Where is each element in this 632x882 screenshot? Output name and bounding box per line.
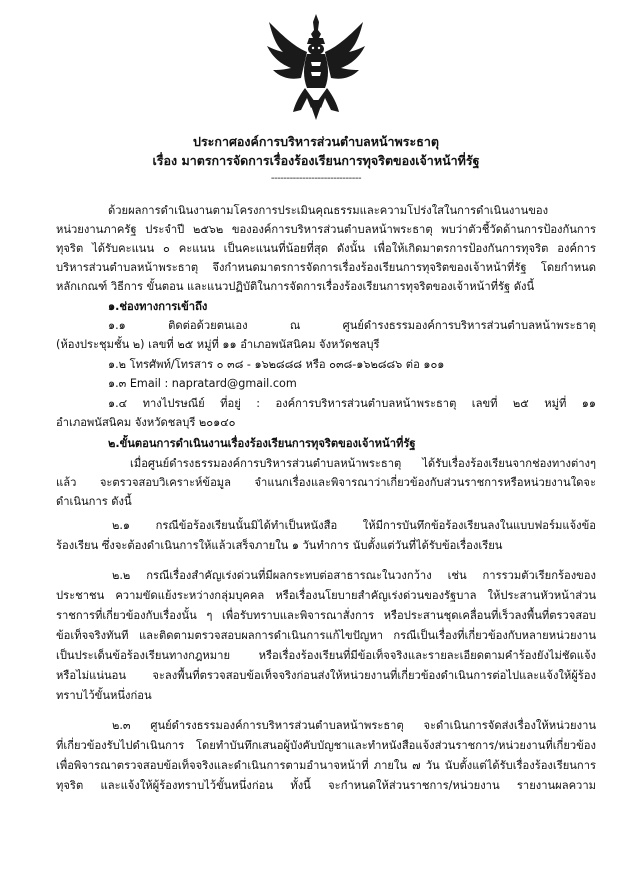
section-heading: ๑.ช่องทางการเข้าถึง (108, 300, 208, 313)
section-item: ข้อเท็จจริงทันที และติดตามตรวจสอบผลการดำเนินการแก้ไขปัญหา กรณีเป็นเรื่องที่เกี่ยวข้องกับหลายหน่วยงาน (56, 629, 596, 642)
section-heading: ๒.ขั้นตอนการดำเนินงานเรื่องร้องเรียนการทุจริตของเจ้าหน้าที่รัฐ (108, 437, 416, 450)
section-item: แล้ว จะตรวจสอบวิเคราะห์ข้อมูล จำแนกเรื่องและพิจารณาว่าเกี่ยวข้องกับส่วนราชการหรือหน่วยงานใดจะ (56, 476, 596, 489)
section-item: ที่เกี่ยวข้องรับไปดำเนินการ โดยทำบันทึกเสนอผู้บังคับบัญชาและทำหนังสือแจ้งส่วนราชการ/หน่วยงานที่เกี่ยวข้อง (56, 739, 596, 752)
section-item: ๑.๒ โทรศัพท์/โทรสาร ๐ ๓๘ - ๑๖๒๘๘๘ หรือ ๐๓๘-๑๖๒๘๘๖ ต่อ ๑๐๑ (108, 358, 445, 371)
section-item: (ห้องประชุมชั้น ๒) เลขที่ ๒๕ หมู่ที่ ๑๑ อำเภอพนัสนิคม จังหวัดชลบุรี (56, 338, 380, 351)
section-item: ทุจริต และแจ้งให้ผู้ร้องทราบไว้ขั้นหนึ่งก่อน ทั้งนี้ จะกำหนดให้ส่วนราชการ/หน่วยงาน รายงานผลความ (56, 779, 596, 792)
intro-line: ทุจริต ได้รับคะแนน ๐ คะแนน เป็นคะแนนที่น้อยที่สุด ดังนั้น เพื่อให้เกิดมาตรการป้องกันการทุจริต องค์การ (56, 242, 596, 255)
section-item: เป็นประเด็นข้อร้องเรียนทางกฎหมาย หรือเรื่องร้องเรียนที่มีข้อเท็จจริงและรายละเอียดตามคำร้องยังไม่ชัดแจ้ง (56, 649, 596, 662)
section-item: ดำเนินการ ดังนี้ (56, 495, 132, 508)
section-item: ๒.๓ ศูนย์ดำรงธรรมองค์การบริหารส่วนตำบลหน้าพระธาตุ จะดำเนินการจัดส่งเรื่องให้หน่วยงาน (112, 719, 596, 732)
section-item: ๑.๑ ติดต่อด้วยตนเอง ณ ศูนย์ดำรงธรรมองค์การบริหารส่วนตำบลหน้าพระธาตุ (108, 319, 596, 332)
section-item: ๒.๒ กรณีเรื่องสำคัญเร่งด่วนที่มีผลกระทบต่อสาธารณะในวงกว้าง เช่น การรวมตัวเรียกร้องของ (112, 569, 596, 582)
section-item: เมื่อศูนย์ดำรงธรรมองค์การบริหารส่วนตำบลหน้าพระธาตุ ได้รับเรื่องร้องเรียนจากช่องทางต่างๆ (130, 457, 596, 470)
intro-line: หลักเกณฑ์ วิธีการ ขั้นตอน และแนวปฏิบัติในการจัดการเรื่องร้องเรียนการทุจริตของเจ้าหน้าที่รัฐ ดังนี้ (56, 280, 535, 293)
section-item: ประชาชน ความขัดแย้งระหว่างกลุ่มบุคคล หรือเรื่องนโยบายสำคัญเร่งด่วนของรัฐบาล ให้ประสานหัวหน้าส่วน (56, 589, 596, 602)
section-item: ร้องเรียน ซึ่งจะต้องดำเนินการให้แล้วเสร็จภายใน ๑ วันทำการ นับตั้งแต่วันที่ได้รับข้อเรื่องเรียน (56, 539, 503, 552)
section-item: ราชการที่เกี่ยวข้องกับเรื่องนั้น ๆ เพื่อรับทราบและพิจารณาสั่งการ หรือประสานชุดเคลื่อนที่เร็วลงพื้นที่ตรวจสอบ (56, 609, 596, 622)
section-item: ทราบไว้ขั้นหนึ่งก่อน (56, 689, 152, 702)
section-item: หรือไม่แน่นอน จะลงพื้นที่ตรวจสอบข้อเท็จจริงก่อนส่งให้หน่วยงานที่เกี่ยวข้องดำเนินการต่อไปและแจ้งให้ผู้ร้อง (56, 669, 596, 682)
announcement-title: ประกาศองค์การบริหารส่วนตำบลหน้าพระธาตุ (193, 134, 439, 149)
email-text: ๑.๓ Email : napratard@gmail.com (108, 377, 297, 390)
intro-line: บริหารส่วนตำบลหน้าพระธาตุ จึงกำหนดมาตรการจัดการเรื่องร้องเรียนการทุจริตของเจ้าหน้าที่รัฐ โดยกำหนด (56, 261, 596, 274)
title-separator: ----------------------------- (270, 173, 362, 184)
intro-line: หน่วยงานภาครัฐ ประจำปี ๒๕๖๒ ขององค์การบริหารส่วนตำบลหน้าพระธาตุ พบว่าตัวชี้วัดด้านการป้องกันการ (56, 223, 596, 236)
garuda-emblem-icon (263, 12, 369, 122)
section-item: อำเภอพนัสนิคม จังหวัดชลบุรี ๒๐๑๔๐ (56, 416, 236, 429)
section-item: ๑.๔ ทางไปรษณีย์ ที่อยู่ : องค์การบริหารส่วนตำบลหน้าพระธาตุ เลขที่ ๒๕ หมู่ที่ ๑๑ (108, 397, 596, 410)
intro-line: ด้วยผลการดำเนินงานตามโครงการประเมินคุณธรรมและความโปร่งใสในการดำเนินงานของ (108, 204, 549, 217)
section-item: เพื่อพิจารณาตรวจสอบข้อเท็จจริงและดำเนินการตามอำนาจหน้าที่ ภายใน ๗ วัน นับตั้งแต่ได้รับเรื่องร้องเรียนการ (56, 759, 596, 772)
section-item: ๒.๑ กรณีข้อร้องเรียนนั้นมิได้ทำเป็นหนังสือ ให้มีการบันทึกข้อร้องเรียนลงในแบบฟอร์มแจ้งข้อ (112, 519, 596, 532)
announcement-subject: เรื่อง มาตรการจัดการเรื่องร้องเรียนการทุจริตของเจ้าหน้าที่รัฐ (152, 153, 480, 168)
